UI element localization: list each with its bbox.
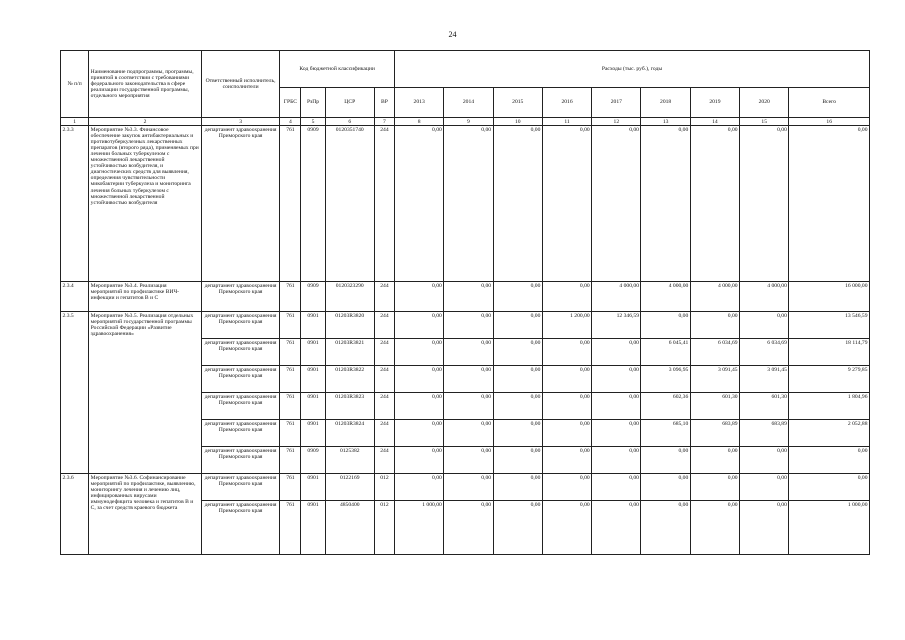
header-name: Наименование подпрограммы, программы, принятой в соответствии с требованиями федерального законодательства в сфере реализации государственной программы, отдельного мероприятия xyxy=(89,51,202,118)
year-value: 0,00 xyxy=(542,474,591,501)
year-value: 0,00 xyxy=(395,447,444,474)
table-row xyxy=(61,282,870,312)
vr-code: 244 xyxy=(374,312,394,339)
year-value: 0,00 xyxy=(740,474,789,501)
year-value: 0,00 xyxy=(592,420,641,447)
year-value: 0,00 xyxy=(740,447,789,474)
table-body xyxy=(61,126,870,555)
column-number: 6 xyxy=(325,118,374,126)
year-value: 3 091,45 xyxy=(690,366,739,393)
year-value: 683,89 xyxy=(690,420,739,447)
vr-code: 244 xyxy=(374,420,394,447)
column-number: 10 xyxy=(493,118,542,126)
year-value: 0,00 xyxy=(395,312,444,339)
year-value: 0,00 xyxy=(641,501,690,555)
year-value: 685,10 xyxy=(641,420,690,447)
header-year-2: 2015 xyxy=(493,88,542,118)
column-number: 2 xyxy=(89,118,202,126)
total-value: 0,00 xyxy=(789,474,870,501)
year-value: 1 200,00 xyxy=(542,312,591,339)
year-value: 12 346,59 xyxy=(592,312,641,339)
grbs-code: 761 xyxy=(280,282,301,312)
total-value: 9 279,85 xyxy=(789,366,870,393)
column-number: 12 xyxy=(592,118,641,126)
grbs-code: 761 xyxy=(280,339,301,366)
header-year-3: 2016 xyxy=(542,88,591,118)
rzpr-code: 0901 xyxy=(301,339,325,366)
row-number: 2.3.4 xyxy=(61,282,89,312)
year-value: 0,00 xyxy=(740,501,789,555)
year-value: 0,00 xyxy=(592,393,641,420)
rzpr-code: 0909 xyxy=(301,447,325,474)
year-value: 0,00 xyxy=(444,420,493,447)
rzpr-code: 0909 xyxy=(301,126,325,282)
header-year-8: Всего xyxy=(789,88,870,118)
year-value: 1 000,00 xyxy=(395,501,444,555)
year-value: 0,00 xyxy=(444,393,493,420)
activity-name: Мероприятие №3.6. Софинансирование мероприятий по профилактике, выявлению, мониторингу лечения и лечению лиц, инфицированных вирусами иммунодефицита человека и гепатитов В и С, за счет средств краевого бюджета xyxy=(89,474,202,555)
rzpr-code: 0901 xyxy=(301,474,325,501)
header-year-6: 2019 xyxy=(690,88,739,118)
year-value: 0,00 xyxy=(690,312,739,339)
year-value: 601,30 xyxy=(690,393,739,420)
header-number: № п/п xyxy=(61,51,89,118)
total-value: 1 804,96 xyxy=(789,393,870,420)
year-value: 0,00 xyxy=(641,126,690,282)
csr-code: 0120351740 xyxy=(325,126,374,282)
activity-name: Мероприятие №3.3. Финансовое обеспечение закупок антибактериальных и противотуберкулезных лекарственных препаратов (второго ряда), применяемых при лечении больных туберкулезом с множественной лекарственной устойчивостью возбудителя, и диагностических средств для выявления, определения чувствительности микобактерии туберкулеза и мониторинга лечения больных туберкулезом с множественной лекарственной устойчивостью возбудителя xyxy=(89,126,202,282)
year-value: 4 000,00 xyxy=(592,282,641,312)
total-value: 13 546,59 xyxy=(789,312,870,339)
grbs-code: 761 xyxy=(280,312,301,339)
vr-code: 012 xyxy=(374,501,394,555)
column-number: 13 xyxy=(641,118,690,126)
year-value: 0,00 xyxy=(592,126,641,282)
year-value: 0,00 xyxy=(444,312,493,339)
column-number: 3 xyxy=(201,118,279,126)
grbs-code: 761 xyxy=(280,420,301,447)
header-year-7: 2020 xyxy=(740,88,789,118)
year-value: 0,00 xyxy=(444,447,493,474)
column-number: 7 xyxy=(374,118,394,126)
year-value: 0,00 xyxy=(542,501,591,555)
column-number: 5 xyxy=(301,118,325,126)
vr-code: 244 xyxy=(374,366,394,393)
executor: департамент здравоохранения Приморского края xyxy=(201,282,279,312)
header-year-0: 2013 xyxy=(395,88,444,118)
column-number: 15 xyxy=(740,118,789,126)
total-value: 0,00 xyxy=(789,126,870,282)
year-value: 0,00 xyxy=(395,366,444,393)
csr-code: 4850400 xyxy=(325,501,374,555)
year-value: 0,00 xyxy=(493,339,542,366)
activity-name: Мероприятие №3.4. Реализация мероприятий по профилактике ВИЧ-инфекции и гепатитов В и С xyxy=(89,282,202,312)
year-value: 0,00 xyxy=(493,126,542,282)
year-value: 0,00 xyxy=(542,339,591,366)
column-number: 16 xyxy=(789,118,870,126)
year-value: 0,00 xyxy=(592,447,641,474)
year-value: 0,00 xyxy=(542,282,591,312)
year-value: 0,00 xyxy=(592,501,641,555)
row-number: 2.3.3 xyxy=(61,126,89,282)
year-value: 0,00 xyxy=(740,312,789,339)
table-row xyxy=(61,126,870,282)
rzpr-code: 0901 xyxy=(301,312,325,339)
year-value: 0,00 xyxy=(542,447,591,474)
executor: департамент здравоохранения Приморского края xyxy=(201,126,279,282)
executor: департамент здравоохранения Приморского края xyxy=(201,312,279,339)
header-year-4: 2017 xyxy=(592,88,641,118)
year-value: 0,00 xyxy=(493,312,542,339)
year-value: 0,00 xyxy=(395,474,444,501)
rzpr-code: 0901 xyxy=(301,420,325,447)
year-value: 0,00 xyxy=(592,339,641,366)
grbs-code: 761 xyxy=(280,501,301,555)
column-number: 14 xyxy=(690,118,739,126)
year-value: 0,00 xyxy=(641,312,690,339)
executor: департамент здравоохранения Приморского края xyxy=(201,339,279,366)
csr-code: 0125382 xyxy=(325,447,374,474)
header-executor: Ответственный исполнитель, соисполнители xyxy=(201,51,279,118)
year-value: 0,00 xyxy=(493,501,542,555)
executor: департамент здравоохранения Приморского края xyxy=(201,474,279,501)
year-value: 6 034,69 xyxy=(740,339,789,366)
year-value: 4 000,00 xyxy=(690,282,739,312)
csr-code: 01203R3822 xyxy=(325,366,374,393)
year-value: 4 000,00 xyxy=(740,282,789,312)
grbs-code: 761 xyxy=(280,126,301,282)
vr-code: 012 xyxy=(374,474,394,501)
table-row xyxy=(61,312,870,339)
year-value: 0,00 xyxy=(395,126,444,282)
year-value: 0,00 xyxy=(395,282,444,312)
year-value: 0,00 xyxy=(493,282,542,312)
table-row xyxy=(61,474,870,501)
year-value: 6 045,41 xyxy=(641,339,690,366)
year-value: 0,00 xyxy=(542,393,591,420)
header-expenses: Расходы (тыс. руб.), годы xyxy=(395,51,870,88)
column-number: 11 xyxy=(542,118,591,126)
year-value: 0,00 xyxy=(592,366,641,393)
year-value: 0,00 xyxy=(493,393,542,420)
column-number: 4 xyxy=(280,118,301,126)
year-value: 0,00 xyxy=(395,420,444,447)
year-value: 0,00 xyxy=(740,126,789,282)
rzpr-code: 0901 xyxy=(301,501,325,555)
rzpr-code: 0909 xyxy=(301,282,325,312)
year-value: 0,00 xyxy=(592,474,641,501)
vr-code: 244 xyxy=(374,126,394,282)
table-header xyxy=(61,51,870,126)
csr-code: 01203R3823 xyxy=(325,393,374,420)
rzpr-code: 0901 xyxy=(301,393,325,420)
csr-code: 01203R3821 xyxy=(325,339,374,366)
grbs-code: 761 xyxy=(280,447,301,474)
year-value: 683,89 xyxy=(740,420,789,447)
year-value: 0,00 xyxy=(493,420,542,447)
total-value: 18 114,79 xyxy=(789,339,870,366)
grbs-code: 761 xyxy=(280,393,301,420)
vr-code: 244 xyxy=(374,339,394,366)
row-number: 2.3.5 xyxy=(61,312,89,474)
header-code-2: ЦСР xyxy=(325,88,374,118)
activity-name: Мероприятие №3.5. Реализация отдельных мероприятий государственной программы Российской Федерации «Развитие здравоохранения» xyxy=(89,312,202,474)
year-value: 6 034,69 xyxy=(690,339,739,366)
total-value: 0,00 xyxy=(789,447,870,474)
vr-code: 244 xyxy=(374,393,394,420)
year-value: 601,30 xyxy=(740,393,789,420)
year-value: 602,36 xyxy=(641,393,690,420)
year-value: 0,00 xyxy=(690,126,739,282)
executor: департамент здравоохранения Приморского края xyxy=(201,393,279,420)
executor: департамент здравоохранения Приморского края xyxy=(201,501,279,555)
executor: департамент здравоохранения Приморского края xyxy=(201,366,279,393)
column-number: 9 xyxy=(444,118,493,126)
year-value: 0,00 xyxy=(641,447,690,474)
year-value: 0,00 xyxy=(444,474,493,501)
year-value: 0,00 xyxy=(690,474,739,501)
year-value: 0,00 xyxy=(493,447,542,474)
year-value: 3 091,45 xyxy=(740,366,789,393)
year-value: 0,00 xyxy=(542,366,591,393)
header-code-1: РзПр xyxy=(301,88,325,118)
executor: департамент здравоохранения Приморского края xyxy=(201,420,279,447)
csr-code: 01203R3824 xyxy=(325,420,374,447)
grbs-code: 761 xyxy=(280,366,301,393)
year-value: 0,00 xyxy=(542,126,591,282)
year-value: 0,00 xyxy=(444,501,493,555)
year-value: 0,00 xyxy=(493,366,542,393)
budget-table xyxy=(60,50,870,555)
column-number: 1 xyxy=(61,118,89,126)
column-number: 8 xyxy=(395,118,444,126)
csr-code: 0120323290 xyxy=(325,282,374,312)
year-value: 0,00 xyxy=(641,474,690,501)
header-code-3: ВР xyxy=(374,88,394,118)
year-value: 0,00 xyxy=(444,339,493,366)
header-year-1: 2014 xyxy=(444,88,493,118)
total-value: 16 000,00 xyxy=(789,282,870,312)
year-value: 0,00 xyxy=(444,282,493,312)
year-value: 0,00 xyxy=(395,339,444,366)
csr-code: 01203R3820 xyxy=(325,312,374,339)
csr-code: 0122169 xyxy=(325,474,374,501)
row-number: 2.3.6 xyxy=(61,474,89,555)
rzpr-code: 0901 xyxy=(301,366,325,393)
year-value: 4 000,00 xyxy=(641,282,690,312)
header-year-5: 2018 xyxy=(641,88,690,118)
header-budget-code: Код бюджетной классификации xyxy=(280,51,395,88)
grbs-code: 761 xyxy=(280,474,301,501)
year-value: 0,00 xyxy=(690,447,739,474)
total-value: 1 000,00 xyxy=(789,501,870,555)
page-number: 24 xyxy=(448,30,457,39)
executor: департамент здравоохранения Приморского края xyxy=(201,447,279,474)
year-value: 0,00 xyxy=(542,420,591,447)
vr-code: 244 xyxy=(374,282,394,312)
year-value: 3 096,95 xyxy=(641,366,690,393)
header-code-0: ГРБС xyxy=(280,88,301,118)
year-value: 0,00 xyxy=(690,501,739,555)
year-value: 0,00 xyxy=(444,366,493,393)
year-value: 0,00 xyxy=(395,393,444,420)
vr-code: 244 xyxy=(374,447,394,474)
total-value: 2 052,88 xyxy=(789,420,870,447)
year-value: 0,00 xyxy=(444,126,493,282)
year-value: 0,00 xyxy=(493,474,542,501)
